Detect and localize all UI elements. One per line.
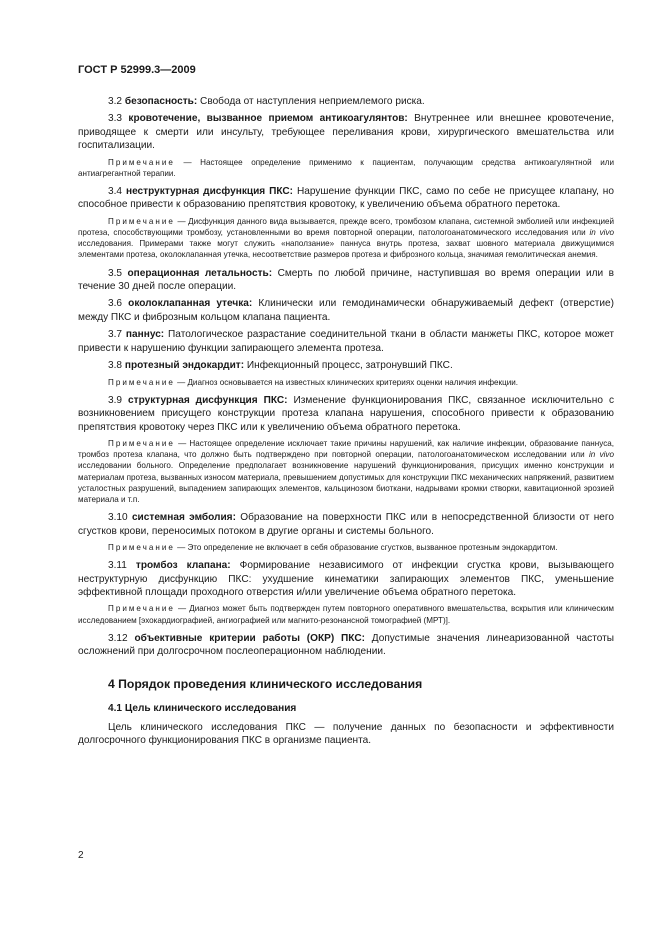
term-name: системная эмболия: [131, 512, 236, 524]
note-label: Примечание [108, 604, 175, 614]
note-label: Примечание [108, 157, 175, 167]
note-text: — Это определение не включает в себя образование сгустков, вызванное протезным эндокардитом. [177, 542, 558, 552]
term-definition: Свобода от наступления неприемлемого риска. [200, 96, 425, 107]
term-number: 3.11 [108, 560, 127, 572]
term-3-10 [78, 511, 614, 538]
section-4-heading: 4 Порядок проведения клинического исследования [108, 676, 423, 691]
term-3-2 [78, 95, 614, 108]
term-number: 3.5 [108, 267, 123, 279]
term-3-8 [78, 359, 614, 372]
term-definition: Патологическое разрастание соединительной ткани в области манжеты ПКС, которое может привести к нарушению функции запирающего элемента протеза. [78, 329, 614, 354]
term-3-11 [78, 559, 614, 599]
note-text: — Диагноз основывается на известных клинических критериях оценки наличия инфекции. [177, 377, 519, 387]
term-3-12 [78, 632, 614, 659]
term-number: 3.2 [108, 96, 123, 107]
note-3-4 [78, 216, 614, 261]
term-definition: Изменение функционирования ПКС, связанное исключительно с возникновением присущего конструкции протеза клапана нарушения, способного привести к образованию препятствия кровотоку через ПКС или к увеличению объема обратного перетока. [78, 394, 614, 433]
term-definition: Клинически или гемодинамически обнаруживаемый дефект (отверстие) между ПКС и фиброзным кольцом клапана пациента. [78, 298, 614, 323]
note-3-3 [78, 157, 614, 179]
term-definition: Образование на поверхности ПКС или в непосредственной близости от него сгустков крови, переносимых потоком в другие органы и системы больного. [78, 512, 614, 537]
document-body [78, 95, 614, 751]
note-label: Примечание [108, 377, 175, 387]
note-label: Примечание [108, 438, 175, 448]
note-text: — Дисфункция данного вида вызывается, прежде всего, тромбозом клапана, системной эмболией или инфекцией протеза, способствующими тромбозу, установленными во время повторной операции, патологоанатомического исследования или [78, 216, 614, 238]
page-header: ГОСТ Р 52999.3—2009 [78, 64, 196, 76]
term-number: 3.6 [108, 298, 123, 310]
subsection-4-1-text: Цель клинического исследования ПКС — получение данных по безопасности и эффективности долгосрочного функционирования ПКС в организме пациента. [78, 721, 614, 746]
term-definition: Допустимые значения линеаризованной частоты осложнений при долгосрочном послеоперационном наблюдении. [78, 632, 614, 658]
term-name: паннус: [125, 329, 165, 341]
term-name: протезный эндокардит: [124, 360, 245, 372]
note-text: — Диагноз может быть подтвержден путем повторного оперативного вмешательства, вскрытия или клиническим исследованием [эхокардиографией, ангиографией или магнито-резонансной томографией (МРТ)]. [78, 604, 615, 625]
note-text: — Настоящее определение исключает такие причины нарушений, как наличие инфекции, образование паннуса, тромбоз протеза клапана, что должно быть подтверждено при повторной операции, патологоанатомическом исследовании или [78, 438, 615, 460]
term-number: 3.7 [108, 329, 123, 341]
term-definition: Внутреннее или внешнее кровотечение, приводящее к смерти или инсульту, требующее переливания крови, хирургического вмешательства или госпитализации. [78, 113, 615, 152]
term-number: 3.12 [108, 632, 128, 644]
term-definition: Нарушение функции ПКС, само по себе не присущее клапану, но способное привести к образованию препятствия кровотоку, к увеличению объема обратного перетока. [78, 186, 614, 211]
term-number: 3.4 [108, 186, 123, 198]
term-name: тромбоз клапана: [135, 560, 231, 572]
term-3-6 [78, 297, 614, 324]
subsection-4-1-heading: 4.1 Цель клинического исследования [108, 702, 297, 714]
term-number: 3.8 [108, 360, 123, 372]
page-number: 2 [78, 850, 84, 861]
term-3-9 [78, 394, 614, 434]
term-name: структурная дисфункция ПКС: [128, 394, 288, 406]
note-text: — Настоящее определение применимо к пациентам, получающим средства антикоагулянтной или антиагрегантной терапии. [78, 157, 614, 178]
term-number: 3.10 [108, 512, 128, 524]
note-text: исследования. Примерами также могут служить «наползание» паннуса внутрь протеза, захват шовного материала движущимися элементами протеза, околоклапанная утечка, несоответствие размеров протеза и фиброзного кольца, значимая гемолитическая анемия. [78, 239, 614, 260]
note-3-9 [78, 438, 614, 505]
term-definition: Смерть по любой причине, наступившая во время операции или в течение 30 дней после операции. [78, 267, 615, 293]
term-name: безопасность: [124, 96, 198, 107]
term-definition: Инфекционный процесс, затронувший ПКС. [246, 360, 453, 372]
term-name: околоклапанная утечка: [128, 298, 253, 310]
term-name: кровотечение, вызванное приемом антикоагулянтов: [128, 113, 408, 125]
note-label: Примечание [108, 542, 175, 552]
term-name: объективные критерии работы (ОКР) ПКС: [134, 632, 365, 644]
term-3-4 [78, 185, 614, 212]
term-name: неструктурная дисфункция ПКС: [125, 186, 294, 198]
note-3-8 [78, 377, 614, 388]
note-3-10 [78, 542, 614, 553]
term-3-3 [78, 112, 614, 152]
term-number: 3.9 [108, 394, 123, 406]
note-text: исследовании больного. Определение предполагает возникновение нарушений функционирования, присущих именно конструкции и материалам протеза, вызванных износом материала, превышением допустимых для конструкции ПКС механических напряжений, развитием усталостных разрушений, выпадением запирающих элементов, кальцинозом биоткани, надрывами кромки створки, кавитационной эрозией материала и т.п. [78, 461, 614, 504]
note-italic: in vivo [589, 228, 614, 238]
term-3-5 [78, 267, 614, 294]
note-3-11 [78, 603, 614, 625]
term-3-7 [78, 328, 614, 355]
term-definition: Формирование независимого от инфекции сгустка крови, вызывающего неструктурную дисфункцию ПКС: ухудшение кинематики запирающих элементов ПКС, уменьшение эффективной площади проходного отверстия и/или увеличение объема обратного перетока. [78, 560, 614, 598]
term-number: 3.3 [108, 113, 123, 125]
term-name: операционная летальность: [127, 267, 273, 279]
note-italic: in vivo [588, 450, 614, 460]
note-label: Примечание [108, 216, 175, 226]
